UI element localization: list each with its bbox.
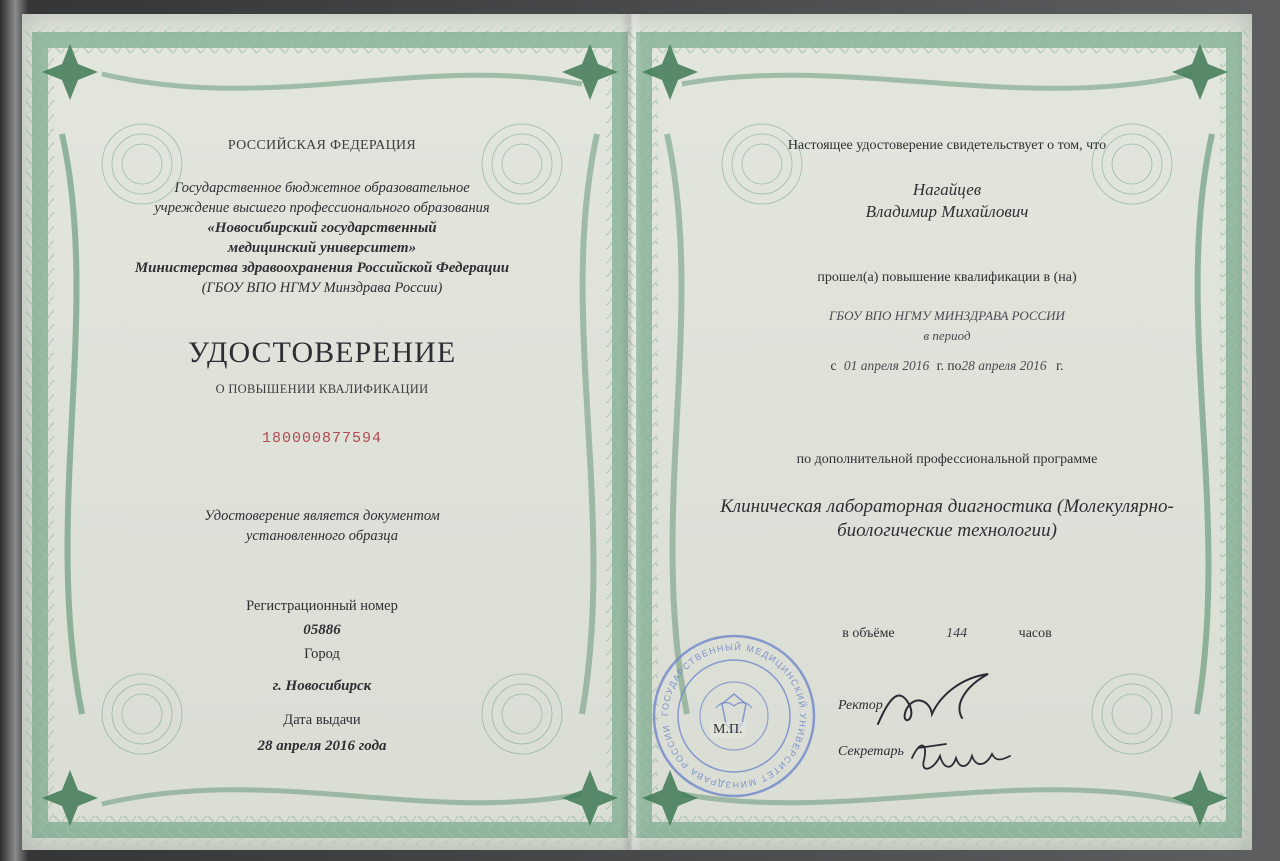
- ministry-name: Министерства здравоохранения Российской Федерации: [134, 260, 510, 276]
- rector-label: Ректор: [838, 698, 883, 713]
- rector-signature: [870, 666, 1000, 736]
- secretary-label: Секретарь: [838, 744, 904, 759]
- city-label: Город: [304, 646, 340, 662]
- program-name-line1: Клиническая лабораторная диагностика (Молекулярно-: [720, 496, 1174, 517]
- period-from-date: 01 апреля 2016: [843, 358, 930, 373]
- registration-label: Регистрационный номер: [246, 598, 398, 614]
- document-subtitle: О ПОВЫШЕНИИ КВАЛИФИКАЦИИ: [215, 382, 429, 396]
- official-stamp: [650, 632, 818, 800]
- period-to-date: 28 апреля 2016: [961, 358, 1047, 373]
- country-label: РОССИЙСКАЯ ФЕДЕРАЦИЯ: [227, 138, 417, 153]
- institution-type-line1: Государственное бюджетное образовательное: [174, 180, 470, 196]
- center-fold: [620, 14, 642, 850]
- organization-name: ГБОУ ВПО НГМУ МИНЗДРАВА РОССИИ: [829, 308, 1065, 323]
- stamp-ring-text: ГОСУДАРСТВЕННЫЙ МЕДИЦИНСКИЙ УНИВЕРСИТЕТ МИНЗДРАВА РОССИИ: [659, 641, 809, 791]
- volume-label: в объёме: [842, 626, 895, 641]
- institution-type-line2: учреждение высшего профессионального образования: [154, 200, 490, 216]
- holder-name: Владимир Михайлович: [865, 202, 1029, 221]
- hours-label: часов: [1018, 626, 1052, 641]
- serial-number: 180000877594: [261, 430, 383, 447]
- certificate-document: [22, 14, 1252, 850]
- period-to-prefix: г. по: [936, 358, 962, 373]
- hours-value: 144: [946, 626, 968, 641]
- document-title: УДОСТОВЕРЕНИЕ: [187, 336, 457, 369]
- svg-text:ГОСУДАРСТВЕННЫЙ МЕДИЦИНСКИЙ УН: [660, 641, 809, 790]
- issue-date-label: Дата выдачи: [283, 712, 361, 728]
- period-label: в период: [923, 328, 971, 343]
- stamp-place-label: М.П.: [710, 722, 746, 738]
- validity-note-line2: установленного образца: [246, 528, 398, 544]
- period-year-suffix: г.: [1056, 358, 1064, 373]
- left-page: [22, 14, 622, 850]
- issue-date-value: 28 апреля 2016 года: [257, 738, 387, 754]
- qualification-passed: прошел(а) повышение квалификации в (на): [817, 270, 1077, 285]
- period-dates: [642, 358, 1252, 374]
- institution-name-line1: «Новосибирский государственный: [207, 220, 437, 236]
- period-from-prefix: с: [830, 358, 837, 373]
- secretary-signature: [906, 730, 1016, 780]
- city-value: г. Новосибирск: [272, 678, 372, 694]
- program-name-line2: биологические технологии): [837, 520, 1057, 541]
- validity-note-line1: Удостоверение является документом: [204, 508, 440, 524]
- registration-number: 05886: [303, 622, 341, 638]
- institution-name-line2: медицинский университет»: [227, 240, 417, 256]
- holder-surname: Нагайцев: [912, 180, 982, 199]
- certify-intro: Настоящее удостоверение свидетельствует о том, что: [787, 138, 1107, 153]
- program-label: по дополнительной профессиональной программе: [796, 452, 1098, 467]
- institution-abbrev: (ГБОУ ВПО НГМУ Минздрава России): [201, 280, 443, 296]
